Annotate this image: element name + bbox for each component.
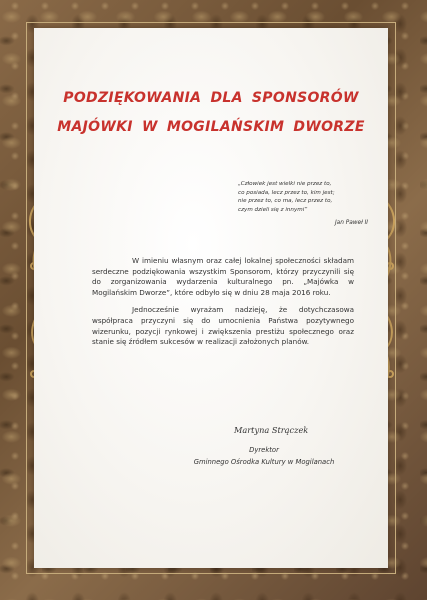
quote-author: Jan Paweł II (334, 220, 368, 226)
title-line-2: MAJÓWKI W MOGILAŃSKIM DWORZE (57, 119, 365, 135)
quote-line: nie przez to, co ma, lecz przez to, (238, 198, 333, 205)
quote-line: co posiada, lecz przez to, kim jest; (238, 189, 335, 196)
signature-organization: Gminnego Ośrodka Kultury w Mogilanach (193, 458, 335, 466)
signature-role: Dyrektor (249, 446, 279, 454)
body-paragraph-2: Jednocześnie wyrażam nadzieję, że dotychczasowa współpraca przyczyni się do umocnienia Państwa pozytywnego wizerunku, pozycji rynkowej i zwiększenia prestiżu społecznego oraz stanie się źródłem sukcesów w realizacji założonych planów. (92, 305, 354, 347)
quote (238, 180, 378, 214)
certificate-sheet (34, 28, 388, 568)
body-paragraph-1: W imieniu własnym oraz całej lokalnej społeczności składam serdeczne podziękowania wszystkim Sponsorom, którzy przyczynili się do zorganizowania wydarzenia kulturalnego pn. „Majówka w Mogilańskim Dworze”, które odbyło się w dniu 28 maja 2016 roku. (92, 256, 354, 297)
quote-line: czym dzieli się z innymi” (238, 206, 308, 213)
title-line-1: PODZIĘKOWANIA DLA SPONSORÓW (63, 90, 359, 106)
letter-body (92, 256, 354, 355)
quote-line: „Człowiek jest wielki nie przez to, (238, 181, 332, 187)
signature-name: Martyna Strączek (234, 425, 309, 435)
